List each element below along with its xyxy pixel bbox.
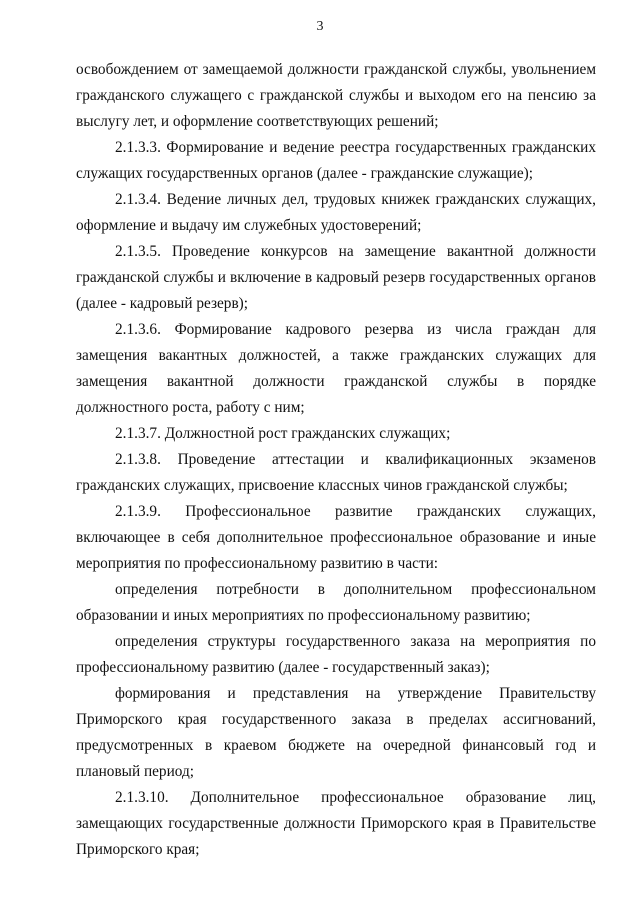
paragraph-2-1-3-5: 2.1.3.5. Проведение конкурсов на замещение вакантной должности гражданской службы и включение в кадровый резерв государственных органов (далее - кадровый резерв);	[76, 243, 596, 312]
paragraph-2-1-3-6: 2.1.3.6. Формирование кадрового резерва из числа граждан для замещения вакантных должностей, а также гражданских служащих для замещения вакантной должности гражданской службы в порядке должностного роста, работу с ним;	[76, 321, 596, 416]
paragraph-2-1-3-9: 2.1.3.9. Профессиональное развитие гражданских служащих, включающее в себя дополнительное профессиональное образование и иные мероприятия по профессиональному развитию в части:	[76, 503, 596, 572]
paragraph-2-1-3-8: 2.1.3.8. Проведение аттестации и квалификационных экзаменов гражданских служащих, присвоение классных чинов гражданской службы;	[76, 451, 596, 494]
paragraph-2-1-3-10: 2.1.3.10. Дополнительное профессиональное образование лиц, замещающих государственные должности Приморского края в Правительстве Приморского края;	[76, 789, 596, 858]
paragraph-2-1-3-3: 2.1.3.3. Формирование и ведение реестра государственных гражданских служащих государственных органов (далее - гражданские служащие);	[76, 139, 596, 182]
page-number: 3	[316, 19, 324, 34]
paragraph-continuation: освобождением от замещаемой должности гражданской службы, увольнением гражданского служащего с гражданской службы и выходом его на пенсию за выслугу лет, и оформление соответствующих решений;	[76, 61, 596, 130]
paragraph-2-1-3-7: 2.1.3.7. Должностной рост гражданских служащих;	[115, 425, 451, 442]
paragraph-2-1-3-4: 2.1.3.4. Ведение личных дел, трудовых книжек гражданских служащих, оформление и выдачу им служебных удостоверений;	[76, 191, 596, 234]
paragraph-subitem-structure: определения структуры государственного заказа на мероприятия по профессиональному развитию (далее - государственный заказ);	[76, 633, 596, 676]
paragraph-subitem-forming: формирования и представления на утверждение Правительству Приморского края государственного заказа в пределах ассигнований, предусмотренных в краевом бюджете на очередной финансовый год и плановый период;	[76, 685, 596, 780]
paragraph-subitem-needs: определения потребности в дополнительном профессиональном образовании и иных мероприятиях по профессиональному развитию;	[76, 581, 596, 624]
document-body	[76, 57, 596, 863]
